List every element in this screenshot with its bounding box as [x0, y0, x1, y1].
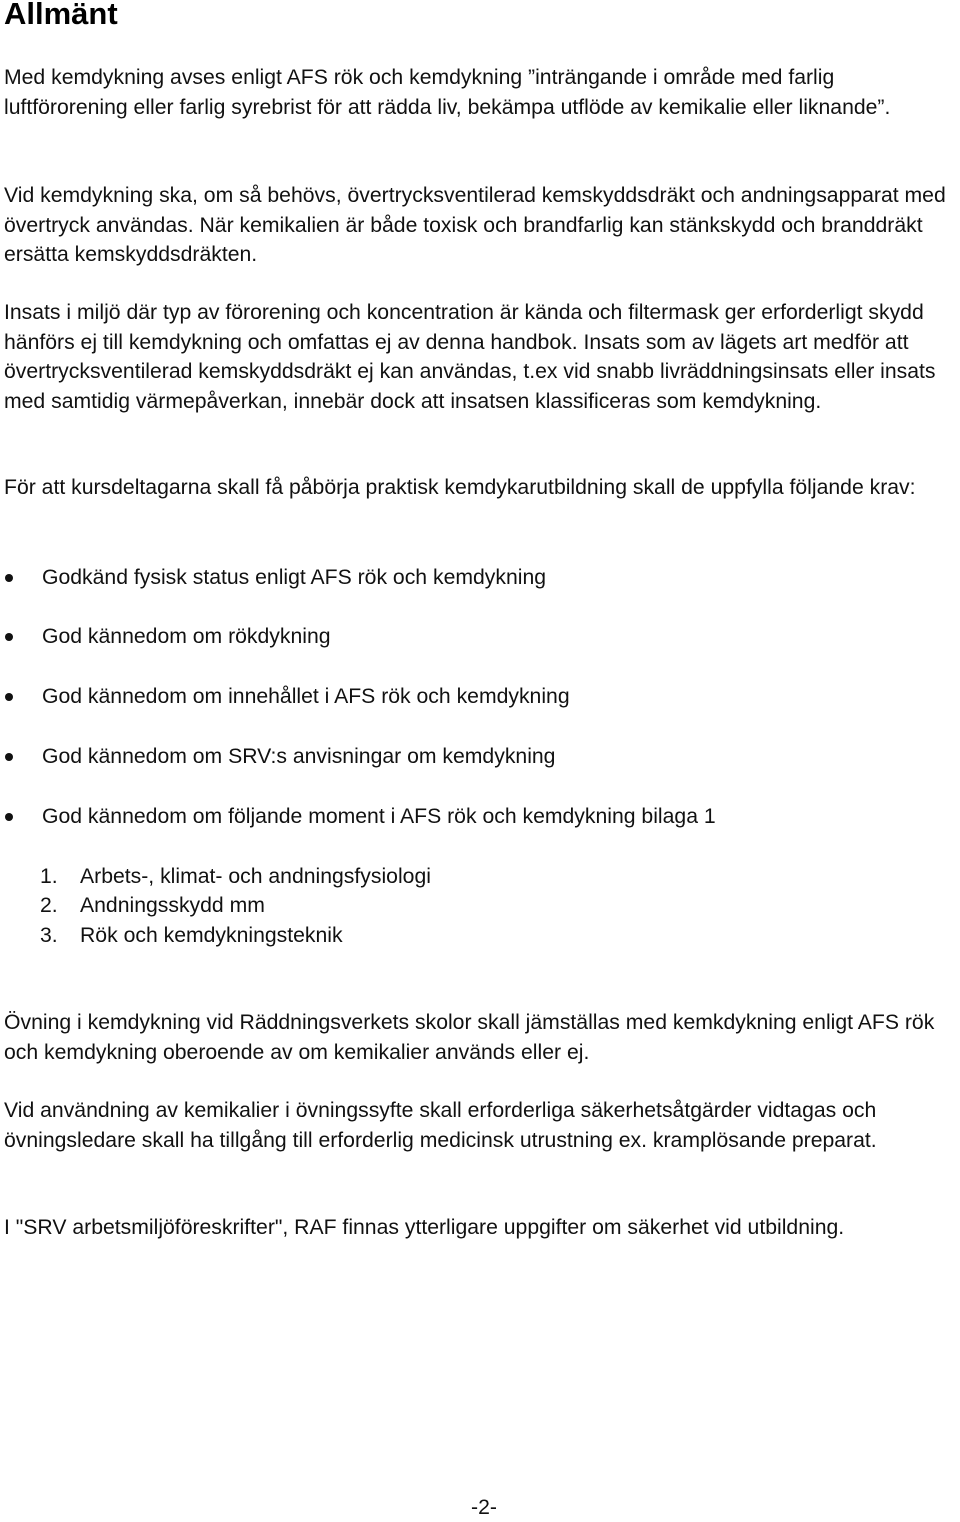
paragraph-definition: Med kemdykning avses enligt AFS rök och kemdykning ”inträngande i område med farlig luftförorening eller farlig syrebrist för att rädda liv, bekämpa utflöde av kemikalie eller liknande”.: [4, 66, 891, 119]
list-item-text: God kännedom om innehållet i AFS rök och kemdykning: [42, 685, 570, 708]
paragraph-requirements-intro: För att kursdeltagarna skall få påbörja praktisk kemdykarutbildning skall de uppfylla följande krav:: [4, 476, 916, 499]
paragraph-ovning: Övning i kemdykning vid Räddningsverkets skolor skall jämställas med kemkdykning enligt AFS rök och kemdykning oberoende av om kemikalier används eller ej.: [4, 1011, 935, 1064]
list-item-text: God kännedom om rökdykning: [42, 625, 331, 648]
list-item-text: God kännedom om SRV:s anvisningar om kemdykning: [42, 745, 556, 768]
bullet-icon: [5, 753, 13, 761]
numbered-item-number: 2.: [40, 894, 58, 917]
paragraph-equipment: Vid kemdykning ska, om så behövs, övertrycksventilerad kemskyddsdräkt och andningsapparat med övertryck användas. När kemikalien är både toxisk och brandfarlig kan stänkskydd och branddräkt ersätta kemskyddsdräkten.: [4, 184, 946, 266]
bullet-icon: [5, 574, 13, 582]
numbered-item-text: Rök och kemdykningsteknik: [80, 924, 343, 947]
bullet-icon: [5, 633, 13, 641]
numbered-item-text: Andningsskydd mm: [80, 894, 265, 917]
paragraph-safety-measures: Vid användning av kemikalier i övningssyfte skall erforderliga säkerhetsåtgärder vidtagas och övningsledare skall ha tillgång till erforderlig medicinsk utrustning ex. kramplösande preparat.: [4, 1099, 877, 1152]
paragraph-insats: Insats i miljö där typ av förorening och koncentration är kända och filtermask ger erforderligt skydd hänförs ej till kemdykning och omfattas ej av denna handbok. Insats som av lägets art medför att övertrycksventilerad kemskyddsdräkt ej kan användas, t.ex vid snabb livräddningsinsats eller insats med samtidig värmepåverkan, innebär dock att insatsen klassificeras som kemdykning.: [4, 301, 936, 413]
numbered-item-number: 3.: [40, 924, 58, 947]
numbered-item-text: Arbets-, klimat- och andningsfysiologi: [80, 865, 431, 888]
page-number: -2-: [471, 1496, 497, 1519]
paragraph-regulations: I "SRV arbetsmiljöföreskrifter", RAF finnas ytterligare uppgifter om säkerhet vid utbildning.: [4, 1216, 845, 1239]
list-item-text: God kännedom om följande moment i AFS rök och kemdykning bilaga 1: [42, 805, 716, 828]
bullet-icon: [5, 693, 13, 701]
list-item-text: Godkänd fysisk status enligt AFS rök och kemdykning: [42, 566, 547, 589]
section-heading: Allmänt: [4, 0, 118, 31]
numbered-item-number: 1.: [40, 865, 58, 888]
bullet-icon: [5, 813, 13, 821]
